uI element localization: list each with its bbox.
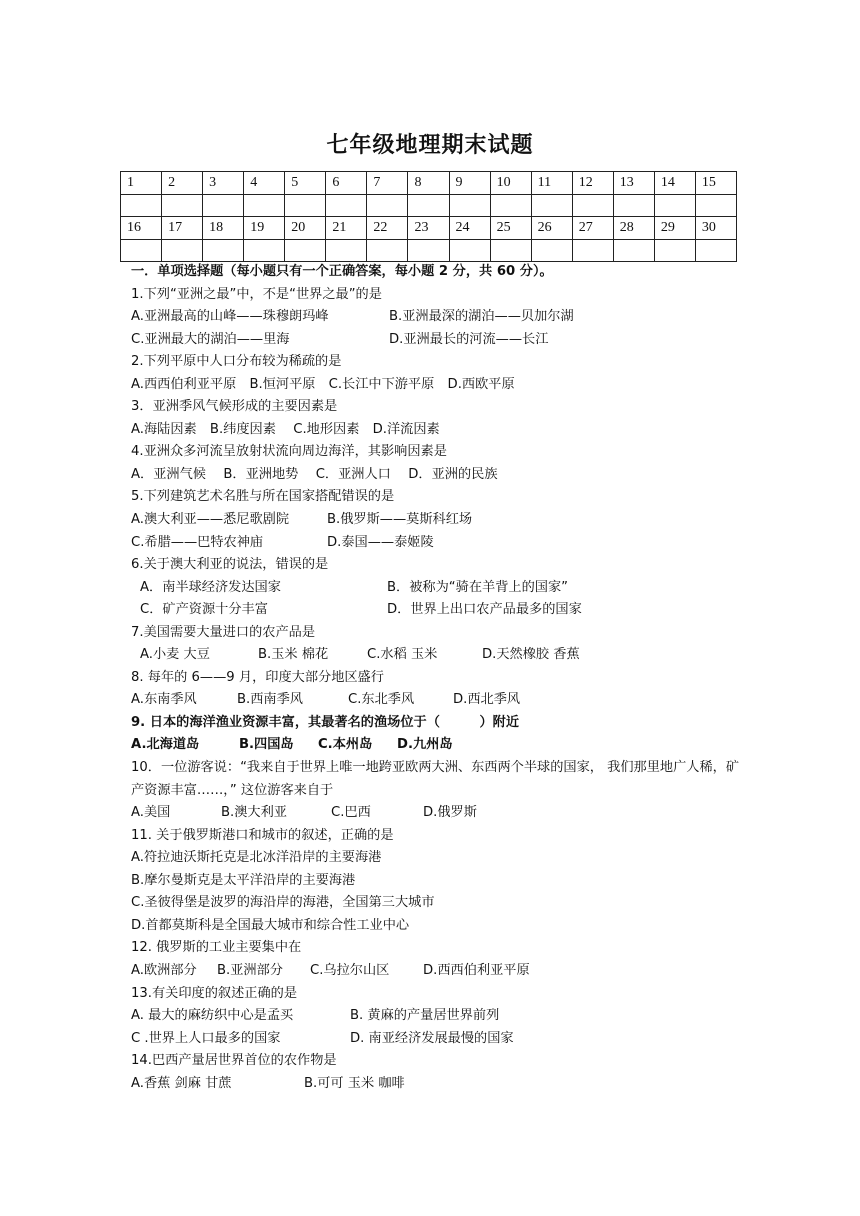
option: A.亚洲最高的山峰——珠穆朗玛峰 [131, 309, 329, 325]
option: C.乌拉尔山区 [310, 962, 390, 978]
option-row [131, 802, 741, 825]
option-row [131, 306, 741, 329]
answer-cell[interactable] [326, 239, 367, 262]
question-number-cell: 7 [367, 172, 408, 195]
question-number-cell: 10 [490, 172, 531, 195]
option-row: D.首都莫斯科是全国最大城市和综合性工业中心 [131, 917, 410, 933]
option-row: A.符拉迪沃斯托克是北冰洋沿岸的主要海港 [131, 850, 382, 866]
option-row [131, 960, 741, 983]
option: D.九州岛 [397, 737, 453, 753]
answer-cell[interactable] [613, 194, 654, 217]
option: C .世界上人口最多的国家 [131, 1030, 281, 1046]
answer-table-answer-row [121, 194, 737, 217]
option: B．被称为“骑在羊背上的国家” [387, 579, 568, 595]
option: D.西北季风 [453, 692, 521, 708]
question-number-cell: 9 [449, 172, 490, 195]
option: D.泰国——泰姬陵 [327, 534, 434, 550]
option-row [131, 644, 741, 667]
option: B.澳大利亚 [221, 805, 287, 821]
option: A.东南季风 [131, 692, 197, 708]
page-title: 七年级地理期末试题 [326, 132, 534, 158]
question-number-cell: 5 [285, 172, 326, 195]
option: D．世界上出口农产品最多的国家 [387, 602, 582, 618]
question-stem: 5.下列建筑艺术名胜与所在国家搭配错误的是 [131, 489, 395, 505]
question-stem: 14.巴西产量居世界首位的农作物是 [131, 1053, 337, 1069]
option: B.亚洲最深的湖泊——贝加尔湖 [389, 309, 574, 325]
option-row: A.西西伯利亚平原 B.恒河平原 C.长江中下游平原 D.西欧平原 [131, 376, 515, 392]
option: C．矿产资源十分丰富 [140, 602, 268, 618]
option: D.西西伯利亚平原 [423, 962, 530, 978]
option: B.俄罗斯——莫斯科红场 [327, 512, 473, 528]
answer-cell[interactable] [572, 239, 613, 262]
question-stem: 10．一位游客说：“我来自于世界上唯一地跨亚欧两大洲、东西两个半球的国家， 我们那里地广人稀，矿产资源丰富……，” 这位游客来自于 [131, 760, 740, 798]
question-number-cell: 16 [121, 217, 162, 240]
answer-cell[interactable] [203, 194, 244, 217]
option-row [131, 1028, 741, 1051]
answer-cell[interactable] [367, 239, 408, 262]
answer-cell[interactable] [203, 239, 244, 262]
option-row [131, 329, 741, 352]
option-row: A．亚洲气候 B．亚洲地势 C．亚洲人口 D．亚洲的民族 [131, 466, 498, 482]
question-number-cell: 20 [285, 217, 326, 240]
option: D. 南亚经济发展最慢的国家 [350, 1030, 514, 1046]
option: C.希腊——巴特农神庙 [131, 534, 264, 550]
option: D.天然橡胶 香蕉 [482, 647, 580, 663]
option-row [131, 689, 741, 712]
answer-cell[interactable] [162, 194, 203, 217]
answer-cell[interactable] [121, 194, 162, 217]
answer-table [120, 171, 737, 262]
question-number-cell: 27 [572, 217, 613, 240]
answer-cell[interactable] [326, 194, 367, 217]
option: C.水稻 玉米 [367, 647, 438, 663]
question-stem: 7.美国需要大量进口的农产品是 [131, 624, 316, 640]
option-row [131, 1073, 741, 1096]
question-stem: 11. 关于俄罗斯港口和城市的叙述，正确的是 [131, 827, 394, 843]
question-number-cell: 26 [531, 217, 572, 240]
answer-cell[interactable] [490, 194, 531, 217]
answer-table-number-row [121, 172, 737, 195]
question-number-cell: 23 [408, 217, 449, 240]
question-number-cell: 29 [654, 217, 695, 240]
option: A.欧洲部分 [131, 962, 197, 978]
option: B.亚洲部分 [217, 962, 283, 978]
option: C.东北季风 [348, 692, 415, 708]
option: C.本州岛 [318, 737, 373, 753]
option: B.西南季风 [237, 692, 303, 708]
answer-cell[interactable] [490, 239, 531, 262]
question-number-cell: 6 [326, 172, 367, 195]
answer-cell[interactable] [695, 239, 736, 262]
answer-cell[interactable] [572, 194, 613, 217]
question-number-cell: 4 [244, 172, 285, 195]
option-row [131, 734, 741, 757]
question-number-cell: 25 [490, 217, 531, 240]
option: A.美国 [131, 805, 171, 821]
question-number-cell: 11 [531, 172, 572, 195]
answer-cell[interactable] [285, 239, 326, 262]
answer-cell[interactable] [408, 239, 449, 262]
question-stem: 6.关于澳大利亚的说法，错误的是 [131, 557, 329, 573]
question-number-cell: 17 [162, 217, 203, 240]
question-stem: 2.下列平原中人口分布较为稀疏的是 [131, 354, 342, 370]
answer-cell[interactable] [531, 239, 572, 262]
question-number-cell: 14 [654, 172, 695, 195]
question-stem: 12. 俄罗斯的工业主要集中在 [131, 940, 302, 956]
answer-cell[interactable] [449, 239, 490, 262]
option: B. 黄麻的产量居世界前列 [350, 1008, 500, 1024]
answer-cell[interactable] [531, 194, 572, 217]
answer-cell[interactable] [613, 239, 654, 262]
question-stem: 1.下列“亚洲之最”中，不是“世界之最”的是 [131, 286, 382, 302]
question-number-cell: 18 [203, 217, 244, 240]
option: A．南半球经济发达国家 [140, 579, 281, 595]
question-number-cell: 22 [367, 217, 408, 240]
answer-cell[interactable] [654, 194, 695, 217]
answer-cell[interactable] [121, 239, 162, 262]
option: A.香蕉 剑麻 甘蔗 [131, 1075, 232, 1091]
option-row [131, 577, 741, 600]
question-content [131, 261, 741, 1095]
option: D.俄罗斯 [423, 805, 477, 821]
option-row: A.海陆因素 B.纬度因素 C.地形因素 D.洋流因素 [131, 421, 440, 437]
option: B.四国岛 [239, 737, 294, 753]
option: A.小麦 大豆 [140, 647, 210, 663]
option-row: B.摩尔曼斯克是太平洋沿岸的主要海港 [131, 872, 356, 888]
option-row [131, 599, 741, 622]
answer-table-number-row [121, 217, 737, 240]
option-row [131, 509, 741, 532]
option: C.亚洲最大的湖泊——里海 [131, 331, 290, 347]
question-number-cell: 1 [121, 172, 162, 195]
option: A.北海道岛 [131, 737, 200, 753]
section-heading: 一．单项选择题（每小题只有一个正确答案，每小题 2 分，共 60 分）。 [131, 264, 553, 279]
question-number-cell: 19 [244, 217, 285, 240]
question-stem: 13.有关印度的叙述正确的是 [131, 985, 298, 1001]
option: B.玉米 棉花 [258, 647, 329, 663]
option: C.巴西 [331, 805, 371, 821]
question-number-cell: 8 [408, 172, 449, 195]
question-number-cell: 24 [449, 217, 490, 240]
option: A.澳大利亚——悉尼歌剧院 [131, 512, 290, 528]
option: A. 最大的麻纺织中心是孟买 [131, 1008, 294, 1024]
option: D.亚洲最长的河流——长江 [389, 331, 549, 347]
answer-cell[interactable] [367, 194, 408, 217]
option-row [131, 1005, 741, 1028]
answer-table-answer-row [121, 239, 737, 262]
question-number-cell: 13 [613, 172, 654, 195]
answer-cell[interactable] [244, 239, 285, 262]
question-number-cell: 12 [572, 172, 613, 195]
question-number-cell: 21 [326, 217, 367, 240]
answer-cell[interactable] [408, 194, 449, 217]
question-stem: 4.亚洲众多河流呈放射状流向周边海洋，其影响因素是 [131, 444, 447, 460]
question-stem: 8. 每年的 6——9 月，印度大部分地区盛行 [131, 669, 384, 685]
option: B.可可 玉米 咖啡 [304, 1075, 405, 1091]
answer-cell[interactable] [285, 194, 326, 217]
answer-cell[interactable] [654, 239, 695, 262]
option-row [131, 532, 741, 555]
answer-cell[interactable] [449, 194, 490, 217]
answer-cell[interactable] [162, 239, 203, 262]
option-row: C.圣彼得堡是波罗的海沿岸的海港，全国第三大城市 [131, 895, 435, 911]
question-number-cell: 28 [613, 217, 654, 240]
question-stem: 3．亚洲季风气候形成的主要因素是 [131, 399, 338, 415]
question-number-cell: 3 [203, 172, 244, 195]
question-number-cell: 15 [695, 172, 736, 195]
question-stem: 9. 日本的海洋渔业资源丰富，其最著名的渔场位于（ ）附近 [131, 714, 520, 730]
question-number-cell: 30 [695, 217, 736, 240]
answer-cell[interactable] [244, 194, 285, 217]
question-number-cell: 2 [162, 172, 203, 195]
answer-cell[interactable] [695, 194, 736, 217]
